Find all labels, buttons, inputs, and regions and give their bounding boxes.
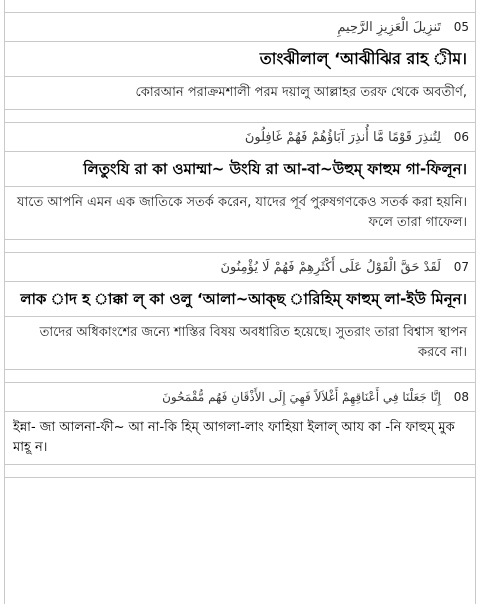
verse-list [4, 0, 476, 604]
arabic-text: لَقَدْ حَقَّ الْقَوْلُ عَلَى أَكْثَرِهِمْ فَهُمْ لَا يُؤْمِنُونَ [220, 259, 441, 275]
verse-arabic-row [5, 12, 475, 42]
verse-number: 07 [453, 260, 469, 274]
spacer [5, 465, 475, 478]
verse-translation: যাতে আপনি এমন এক জাতিকে সতর্ক করেন, যাদের পূর্ব পুরুষগণকেও সতর্ক করা হয়নি। ফলে তারা গাফেল। [5, 187, 475, 240]
spacer [5, 110, 475, 122]
verse-number: 06 [453, 130, 469, 144]
verse-arabic-row [5, 122, 475, 152]
verse-number: 08 [453, 390, 469, 404]
verse-transliteration: লাক াদ হ াক্কা ল্ কা ওলু ‘আলা~আক্ছ ারিহিম্ ফাহুম্ লা-ইউ মিনূন। [5, 282, 475, 317]
verse-translation: কোরআন পরাক্রমশালী পরম দয়ালু আল্লাহর তরফ থেকে অবতীর্ণ, [5, 77, 475, 110]
verse-number: 05 [453, 20, 469, 34]
verse-translation: তাদের অধিকাংশের জন্যে শাস্তির বিষয় অবধারিত হয়েছে। সুতরাং তারা বিশ্বাস স্থাপন করবে না। [5, 317, 475, 370]
verse-arabic-row [5, 382, 475, 412]
verse-transliteration: তাংঝীলাল্ ‘আঝীঝির রাহ ীম। [5, 42, 475, 77]
spacer [5, 0, 475, 12]
verse-transliteration: ইন্না- জা আলনা-ফী~ আ না-কি হিম্ আগলা-লাং ফাহিয়া ইলাল্ আয কা -নি ফাহুম্ মুক মাহূ ন। [5, 412, 475, 465]
verse-transliteration: লিতুংযি রা কা ওমাম্মা~ উংযি রা আ-বা~উহুম্ ফাহুম গা-ফিলূন। [5, 152, 475, 187]
verse-arabic-row [5, 252, 475, 282]
arabic-text: لِتُنذِرَ قَوْمًا مَّا أُنذِرَ آبَاؤُهُمْ فَهُمْ غَافِلُونَ [244, 129, 441, 145]
spacer [5, 240, 475, 252]
arabic-text: تَنزِيلَ الْعَزِيزِ الرَّحِيمِ [337, 19, 441, 35]
arabic-text: إِنَّا جَعَلْنَا فِي أَعْنَاقِهِمْ أَغْلاَلاً فَهِيَ إِلَى الأَذْقَانِ فَهُم مُّقْمَحُونَ [162, 390, 441, 404]
spacer [5, 370, 475, 382]
